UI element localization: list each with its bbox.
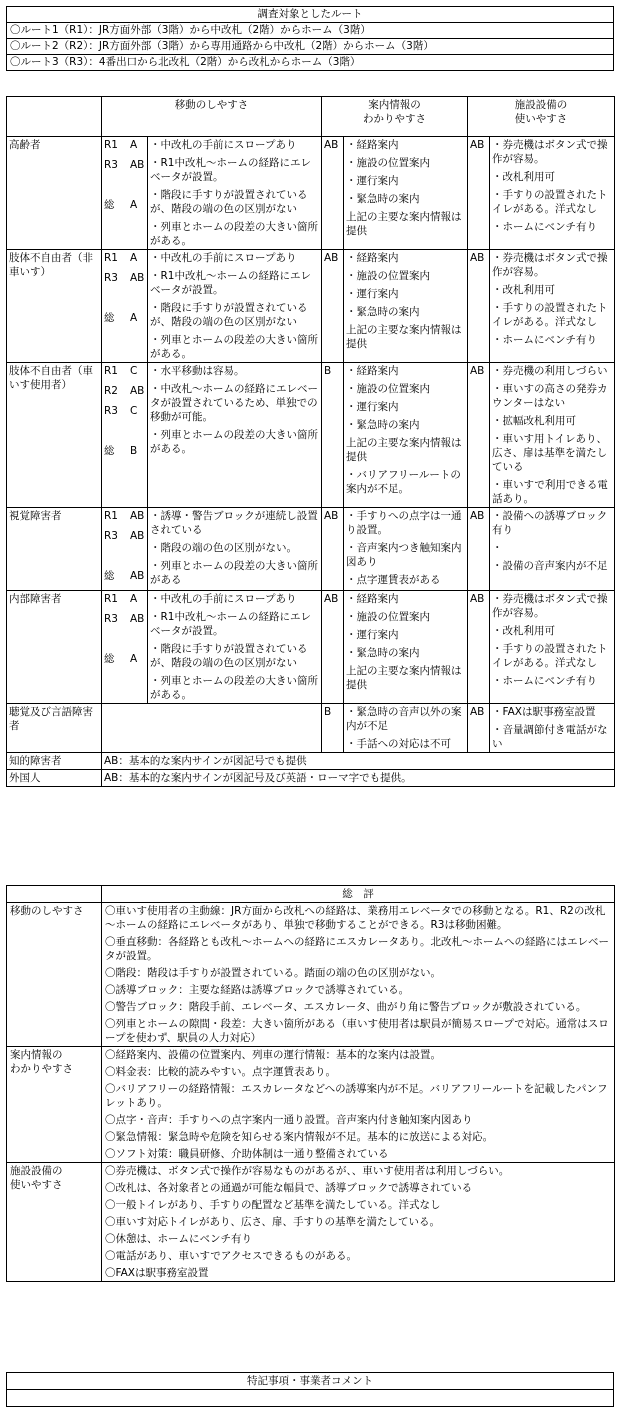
route-id: 総	[104, 312, 115, 324]
route-id: R1	[104, 252, 118, 264]
mobility-note: ・R1中改札～ホームの経路にエレベータが設置。	[150, 611, 311, 637]
info-notes	[344, 250, 468, 363]
summary-item: 〇誘導ブロック：主要な経路は誘導ブロックで誘導されている。	[105, 984, 410, 996]
eval-row	[7, 508, 615, 591]
info-notes	[344, 704, 468, 753]
mobility-notes	[148, 591, 322, 704]
route-2: 〇ルート2（R2）：JR方面外部（3階）から専用通路から中改札（2階）からホーム（3階）	[7, 39, 614, 55]
route-id: R3	[104, 530, 118, 542]
summary-item: 〇点字・音声：手すりへの点字案内一通り設置。音声案内付き触知案内図あり	[105, 1114, 473, 1126]
facility-note: ・改札利用可	[492, 284, 555, 296]
info-note: ・経路案内	[346, 593, 399, 605]
route-grade: A	[130, 252, 138, 264]
facility-note: ・ホームにベンチ有り	[492, 675, 597, 687]
info-notes	[344, 363, 468, 508]
facility-note: ・ホームにベンチ有り	[492, 334, 597, 346]
facility-grade: AB	[468, 137, 490, 250]
route-rating	[104, 364, 145, 378]
route-ratings	[102, 508, 148, 591]
route-id: R2	[104, 385, 118, 397]
route-grade: A	[130, 312, 138, 324]
route-rating	[104, 311, 145, 325]
route-rating	[104, 612, 145, 626]
info-grade: B	[322, 704, 344, 753]
mobility-note: ・列車とホームの段差の大きい箇所がある。	[150, 334, 318, 360]
facility-grade: AB	[468, 704, 490, 753]
info-note: ・運行案内	[346, 175, 399, 187]
route-grade: AB	[130, 272, 145, 284]
summary-label	[7, 1163, 102, 1282]
info-grade: B	[322, 363, 344, 508]
eval-header-blank	[7, 97, 102, 137]
mobility-notes	[148, 363, 322, 508]
route-3: 〇ルート3（R3）：4番出口から北改札（2階）から改札からホーム（3階）	[7, 55, 614, 71]
mobility-note: ・階段の端の色の区別がない。	[150, 542, 297, 554]
info-note: 上記の主要な案内情報は提供	[346, 211, 462, 237]
facility-note: ・ホームにベンチ有り	[492, 221, 597, 233]
facility-note: ・拡幅改札利用可	[492, 415, 576, 427]
facility-note: ・改札利用可	[492, 171, 555, 183]
info-notes	[344, 508, 468, 591]
facility-note: ・手すりの設置されたトイレがある。洋式なし	[492, 643, 608, 669]
route-grade: B	[130, 445, 138, 457]
eval-row	[7, 363, 615, 508]
route-grade: AB	[130, 510, 145, 522]
header-mobility: 移動のしやすさ	[102, 97, 322, 137]
route-rating	[104, 198, 145, 212]
summary-row	[7, 1047, 615, 1163]
facility-note: ・音量調節付き電話がない	[492, 724, 608, 750]
mobility-notes	[148, 137, 322, 250]
route-id: R1	[104, 139, 118, 151]
route-rating	[104, 158, 145, 172]
summary-item: 〇階段：階段は手すりが設置されている。踏面の端の色の区別がない。	[105, 967, 441, 979]
mobility-note: ・列車とホームの段差の大きい箇所がある。	[150, 675, 318, 701]
facility-note: ・車いすで利用できる電話あり。	[492, 479, 608, 505]
route-grade: A	[130, 199, 138, 211]
info-grade: AB	[322, 591, 344, 704]
info-note: ・緊急時の案内	[346, 193, 420, 205]
facility-notes	[490, 591, 615, 704]
summary-content	[102, 1163, 615, 1282]
info-note: ・運行案内	[346, 629, 399, 641]
remarks-table	[6, 1372, 614, 1407]
info-note: ・経路案内	[346, 139, 399, 151]
facility-note: ・設備への誘導ブロック有り	[492, 510, 608, 536]
group-note: AB：基本的な案内サインが図記号及び英語・ローマ字でも提供。	[102, 770, 615, 787]
foreigner-row	[7, 770, 615, 787]
info-note: ・施設の位置案内	[346, 157, 430, 169]
facility-note: ・設備の音声案内が不足	[492, 560, 608, 572]
mobility-note: ・列車とホームの段差の大きい箇所がある。	[150, 221, 318, 247]
route-rating	[104, 271, 145, 285]
mobility-note: ・中改札の手前にスロープあり	[150, 139, 297, 151]
summary-item: 〇警告ブロック：階段手前、エレベータ、エスカレータ、曲がり角に警告ブロックが敷設されている。	[105, 1001, 587, 1013]
route-rating	[104, 444, 145, 458]
facility-grade: AB	[468, 591, 490, 704]
summary-label-line2: 使いやすさ	[10, 1179, 63, 1191]
info-note: ・バリアフリールートの案内が不足。	[346, 469, 461, 495]
info-note: ・緊急時の案内	[346, 306, 420, 318]
route-id: 総	[104, 445, 115, 457]
route-1: 〇ルート1（R1）：JR方面外部（3階）から中改札（2階）からホーム（3階）	[7, 23, 614, 39]
remarks-header: 特記事項・事業者コメント	[7, 1373, 614, 1390]
mobility-note: ・列車とホームの段差の大きい箇所がある。	[150, 429, 318, 455]
route-id: 総	[104, 653, 115, 665]
route-id: R1	[104, 365, 118, 377]
facility-note: ・車いす用トイレあり、広さ、扉は基準を満たしている	[492, 433, 608, 473]
route-id: R1	[104, 593, 118, 605]
summary-item: 〇改札は、各対象者との通過が可能な幅員で、誘導ブロックで誘導されている	[105, 1182, 473, 1194]
info-note: ・施設の位置案内	[346, 611, 430, 623]
group-note: AB：基本的な案内サインが図記号でも提供	[102, 753, 615, 770]
facility-note: ・	[492, 542, 503, 554]
info-grade: AB	[322, 137, 344, 250]
route-grade: A	[130, 653, 138, 665]
group-label: 視覚障害者	[7, 508, 102, 591]
route-grade: A	[130, 593, 138, 605]
route-grade: AB	[130, 613, 145, 625]
mobility-note: ・R1中改札～ホームの経路にエレベータが設置。	[150, 270, 311, 296]
info-note: ・手話への対応は不可	[346, 738, 451, 750]
route-rating	[104, 251, 145, 265]
mobility-note: ・階段に手すりが設置されているが、階段の端の色の区別がない	[150, 302, 308, 328]
summary-label	[7, 903, 102, 1047]
route-grade: AB	[130, 159, 145, 171]
info-note: ・施設の位置案内	[346, 270, 430, 282]
route-grade: AB	[130, 385, 145, 397]
facility-grade: AB	[468, 508, 490, 591]
mobility-notes	[148, 508, 322, 591]
route-rating	[104, 404, 145, 418]
route-rating	[104, 509, 145, 523]
eval-row	[7, 704, 615, 753]
summary-label-line1: 案内情報の	[10, 1049, 63, 1061]
mobility-notes	[102, 704, 322, 753]
info-notes	[344, 591, 468, 704]
summary-item: 〇一般トイレがあり、手すりの配置など基準を満たしている。洋式なし	[105, 1199, 441, 1211]
info-note: 上記の主要な案内情報は提供	[346, 324, 462, 350]
mobility-note: ・階段に手すりが設置されているが、階段の端の色の区別がない	[150, 189, 308, 215]
info-note: ・緊急時の案内	[346, 647, 420, 659]
summary-item: 〇料金表：比較的読みやすい。点字運賃表あり。	[105, 1066, 336, 1078]
facility-note: ・FAXは駅事務室設置	[492, 706, 596, 718]
info-grade: AB	[322, 508, 344, 591]
route-grade: A	[130, 139, 138, 151]
mobility-notes	[148, 250, 322, 363]
info-note: ・手すりへの点字は一通り設置。	[346, 510, 462, 536]
mobility-note: ・階段に手すりが設置されているが、階段の端の色の区別がない	[150, 643, 308, 669]
info-note: ・施設の位置案内	[346, 383, 430, 395]
facility-notes	[490, 363, 615, 508]
summary-header-blank	[7, 886, 102, 903]
info-notes	[344, 137, 468, 250]
info-note: ・運行案内	[346, 401, 399, 413]
route-id: R3	[104, 159, 118, 171]
summary-table	[6, 885, 615, 1282]
group-label: 内部障害者	[7, 591, 102, 704]
route-rating	[104, 384, 145, 398]
group-label: 肢体不自由者（非車いす）	[7, 250, 102, 363]
route-id: R3	[104, 272, 118, 284]
route-ratings	[102, 591, 148, 704]
mobility-note: ・中改札の手前にスロープあり	[150, 252, 297, 264]
summary-item: 〇FAXは駅事務室設置	[105, 1267, 209, 1279]
header-facility: 施設設備の 使いやすさ	[468, 97, 615, 137]
summary-content	[102, 903, 615, 1047]
summary-item: 〇車いす使用者の主動線：JR方面から改札への経路は、業務用エレベータでの移動となる。R1、R2の改札～ホームの経路にエレベータがあり、単独で移動することができる。R3は移動困難。	[105, 905, 606, 931]
facility-note: ・券売機の利用しづらい	[492, 365, 608, 377]
route-id: R3	[104, 405, 118, 417]
summary-label-line2: わかりやすさ	[10, 1063, 73, 1075]
group-label: 外国人	[7, 770, 102, 787]
route-grade: C	[130, 405, 138, 417]
summary-item: 〇垂直移動：各経路とも改札～ホームへの経路にエスカレータあり。北改札～ホームへの経路にはエレベータが設置。	[105, 936, 609, 962]
routes-header: 調査対象としたルート	[7, 7, 614, 23]
summary-label-line1: 移動のしやすさ	[10, 905, 84, 917]
summary-item: 〇緊急情報：緊急時や危険を知らせる案内情報が不足。基本的に放送による対応。	[105, 1131, 494, 1143]
facility-grade: AB	[468, 363, 490, 508]
info-note: ・緊急時の案内	[346, 419, 420, 431]
mobility-note: ・水平移動は容易。	[150, 365, 245, 377]
info-note: ・音声案内つき触知案内図あり	[346, 542, 462, 568]
group-label: 知的障害者	[7, 753, 102, 770]
intellectual-row	[7, 753, 615, 770]
facility-note: ・券売機はボタン式で操作が容易。	[492, 139, 608, 165]
info-note: ・運行案内	[346, 288, 399, 300]
mobility-note: ・中改札～ホームの経路にエレベータが設置されているため、単独での移動が可能。	[150, 383, 318, 423]
route-ratings	[102, 363, 148, 508]
info-note: 上記の主要な案内情報は提供	[346, 437, 462, 463]
facility-notes	[490, 704, 615, 753]
mobility-note: ・R1中改札～ホームの経路にエレベータが設置。	[150, 157, 311, 183]
info-note: ・経路案内	[346, 365, 399, 377]
eval-row	[7, 137, 615, 250]
route-id: R1	[104, 510, 118, 522]
info-note: ・経路案内	[346, 252, 399, 264]
group-label: 肢体不自由者（車いす使用者）	[7, 363, 102, 508]
route-id: 総	[104, 570, 115, 582]
facility-note: ・改札利用可	[492, 625, 555, 637]
remarks-body	[7, 1390, 614, 1407]
facility-note: ・車いすの高さの発券カウンターはない	[492, 383, 608, 409]
info-note: 上記の主要な案内情報は提供	[346, 665, 462, 691]
routes-table	[6, 6, 614, 71]
summary-row	[7, 1163, 615, 1282]
evaluation-table	[6, 96, 615, 787]
eval-row	[7, 250, 615, 363]
header-info: 案内情報の わかりやすさ	[322, 97, 468, 137]
summary-header: 総 評	[102, 886, 615, 903]
route-rating	[104, 592, 145, 606]
facility-notes	[490, 250, 615, 363]
route-ratings	[102, 137, 148, 250]
facility-note: ・手すりの設置されたトイレがある。洋式なし	[492, 302, 608, 328]
route-id: R3	[104, 613, 118, 625]
summary-row	[7, 903, 615, 1047]
facility-note: ・券売機はボタン式で操作が容易。	[492, 593, 608, 619]
summary-content	[102, 1047, 615, 1163]
facility-grade: AB	[468, 250, 490, 363]
summary-item: 〇バリアフリーの経路情報：エスカレータなどへの誘導案内が不足。バリアフリールートを記載したパンフレットあり。	[105, 1083, 608, 1109]
summary-item: 〇経路案内、設備の位置案内、列車の運行情報：基本的な案内は設置。	[105, 1049, 441, 1061]
mobility-note: ・誘導・警告ブロックが連続し設置されている	[150, 510, 318, 536]
summary-label	[7, 1047, 102, 1163]
info-note: ・点字運賃表がある	[346, 574, 441, 586]
route-ratings	[102, 250, 148, 363]
route-grade: AB	[130, 530, 145, 542]
facility-notes	[490, 137, 615, 250]
route-rating	[104, 529, 145, 543]
facility-note: ・券売機はボタン式で操作が容易。	[492, 252, 608, 278]
route-grade: C	[130, 365, 138, 377]
facility-note: ・手すりの設置されたトイレがある。洋式なし	[492, 189, 608, 215]
summary-item: 〇休憩は、ホームにベンチ有り	[105, 1233, 252, 1245]
summary-item: 〇ソフト対策：職員研修、介助体制は一通り整備されている	[105, 1148, 389, 1160]
route-rating	[104, 138, 145, 152]
info-grade: AB	[322, 250, 344, 363]
summary-item: 〇券売機は、ボタン式で操作が容易なものがあるが、、車いす使用者は利用しづらい。	[105, 1165, 510, 1177]
mobility-note: ・中改札の手前にスロープあり	[150, 593, 297, 605]
route-id: 総	[104, 199, 115, 211]
eval-row	[7, 591, 615, 704]
route-grade: AB	[130, 570, 145, 582]
mobility-note: ・列車とホームの段差の大きい箇所がある	[150, 560, 318, 586]
info-note: ・緊急時の音声以外の案内が不足	[346, 706, 462, 732]
summary-item: 〇電話があり、車いすでアクセスできるものがある。	[105, 1250, 357, 1262]
summary-item: 〇車いす対応トイレがあり、広さ、扉、手すりの基準を満たしている。	[105, 1216, 441, 1228]
summary-item: 〇列車とホームの隙間・段差：大きい箇所がある（車いす使用者は駅員が簡易スロープで対応。通常はスロープを使わず、駅員の人力対応）	[105, 1018, 609, 1044]
route-rating	[104, 652, 145, 666]
eval-header-row	[7, 97, 615, 137]
group-label: 聴覚及び言語障害者	[7, 704, 102, 753]
summary-label-line1: 施設設備の	[10, 1165, 63, 1177]
group-label: 高齢者	[7, 137, 102, 250]
route-rating	[104, 569, 145, 583]
facility-notes	[490, 508, 615, 591]
